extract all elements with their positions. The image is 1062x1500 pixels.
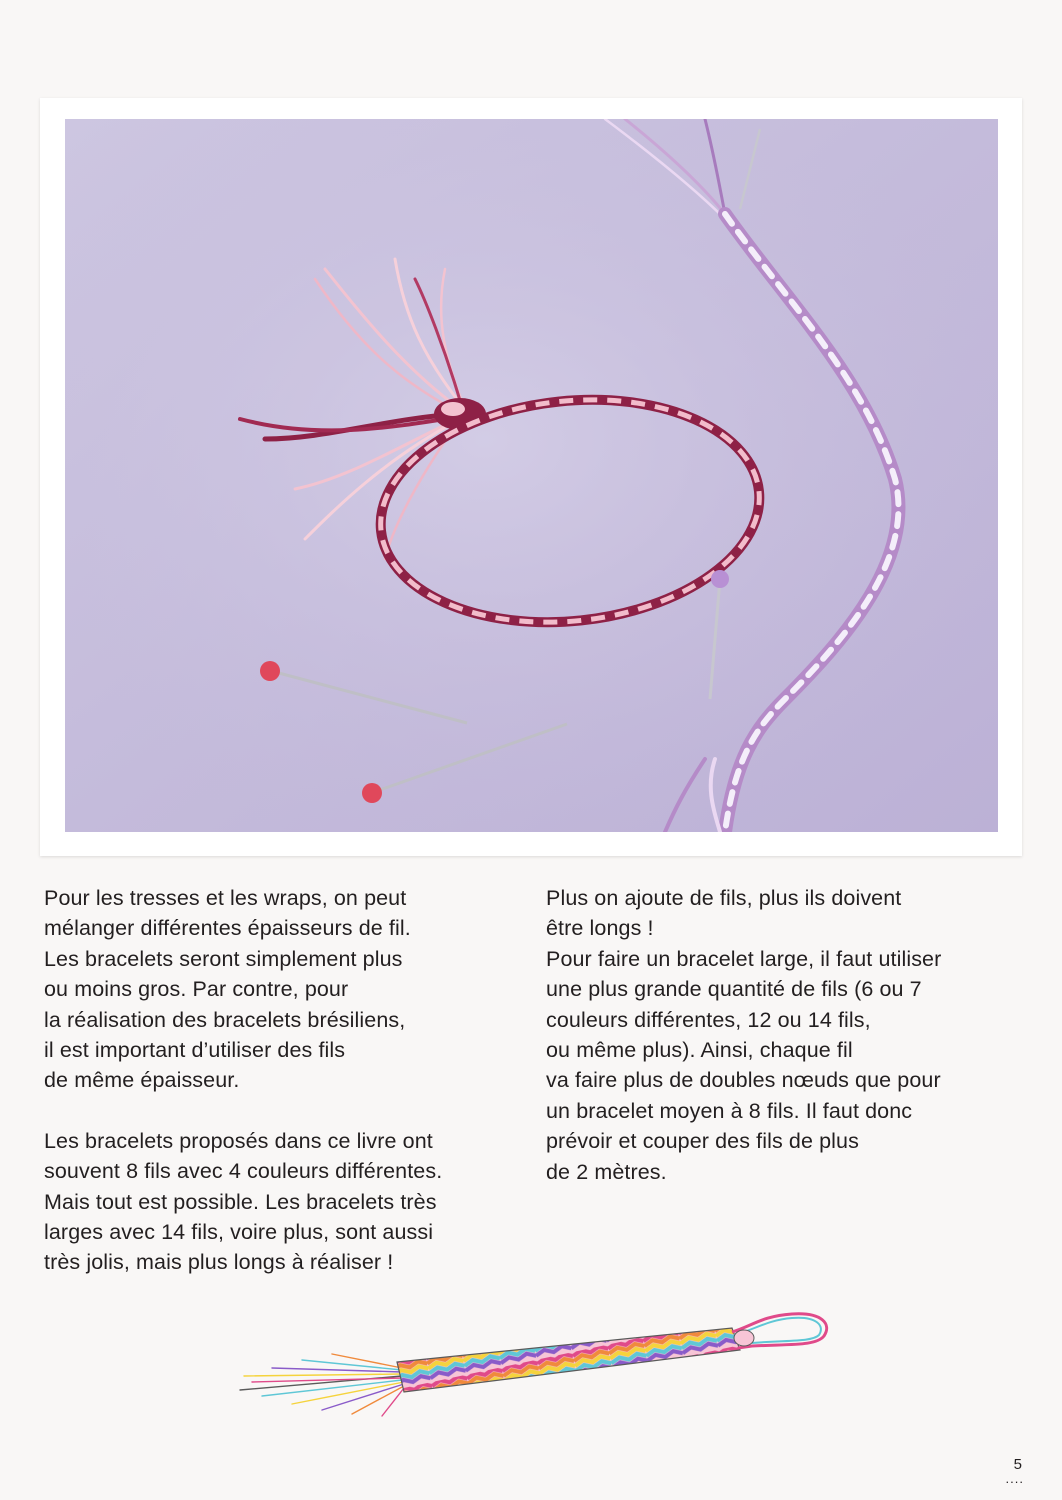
text-line: un bracelet moyen à 8 fils. Il faut donc	[546, 1098, 913, 1123]
friendship-bracelet-illustration	[232, 1310, 832, 1420]
text-line: Plus on ajoute de fils, plus ils doivent	[546, 886, 902, 910]
paragraph-thread-thickness	[44, 883, 524, 1096]
text-line: très jolis, mais plus longs à réaliser !	[44, 1250, 394, 1275]
text-line: prévoir et couper des fils de plus	[546, 1129, 859, 1154]
text-line: ou moins gros. Par contre, pour	[44, 977, 349, 1002]
text-line: il est important d’utiliser des fils	[44, 1038, 346, 1063]
text-line: la réalisation des bracelets brésiliens,	[44, 1007, 406, 1032]
text-line: Les bracelets proposés dans ce livre ont	[44, 1128, 433, 1153]
text-line: larges avec 14 fils, voire plus, sont aussi	[44, 1220, 434, 1245]
text-line: mélanger différentes épaisseurs de fil.	[44, 916, 411, 941]
bracelets-and-pins-photo	[65, 119, 998, 832]
text-line: une plus grande quantité de fils (6 ou 7	[546, 977, 922, 1002]
page-number: 5	[1013, 1456, 1022, 1473]
text-line: de 2 mètres.	[546, 1159, 667, 1184]
paragraph-thread-length	[546, 883, 1026, 1187]
text-column-right	[546, 883, 1026, 1187]
text-line: être longs !	[546, 916, 654, 941]
text-line: ou même plus). Ainsi, chaque fil	[546, 1038, 853, 1063]
text-line: Les bracelets seront simplement plus	[44, 946, 403, 971]
paragraph-number-of-threads	[44, 1126, 524, 1278]
text-column-left	[44, 883, 524, 1278]
text-line: de même épaisseur.	[44, 1068, 240, 1093]
text-line: va faire plus de doubles nœuds que pour	[546, 1068, 941, 1093]
text-line: couleurs différentes, 12 ou 14 fils,	[546, 1007, 871, 1032]
photo-frame	[40, 98, 1022, 856]
page-number-dots: ....	[1005, 1471, 1024, 1486]
text-line: Pour les tresses et les wraps, on peut	[44, 886, 407, 910]
text-line: Pour faire un bracelet large, il faut utiliser	[546, 946, 942, 971]
text-line: souvent 8 fils avec 4 couleurs différentes.	[44, 1159, 443, 1184]
text-line: Mais tout est possible. Les bracelets très	[44, 1189, 437, 1214]
